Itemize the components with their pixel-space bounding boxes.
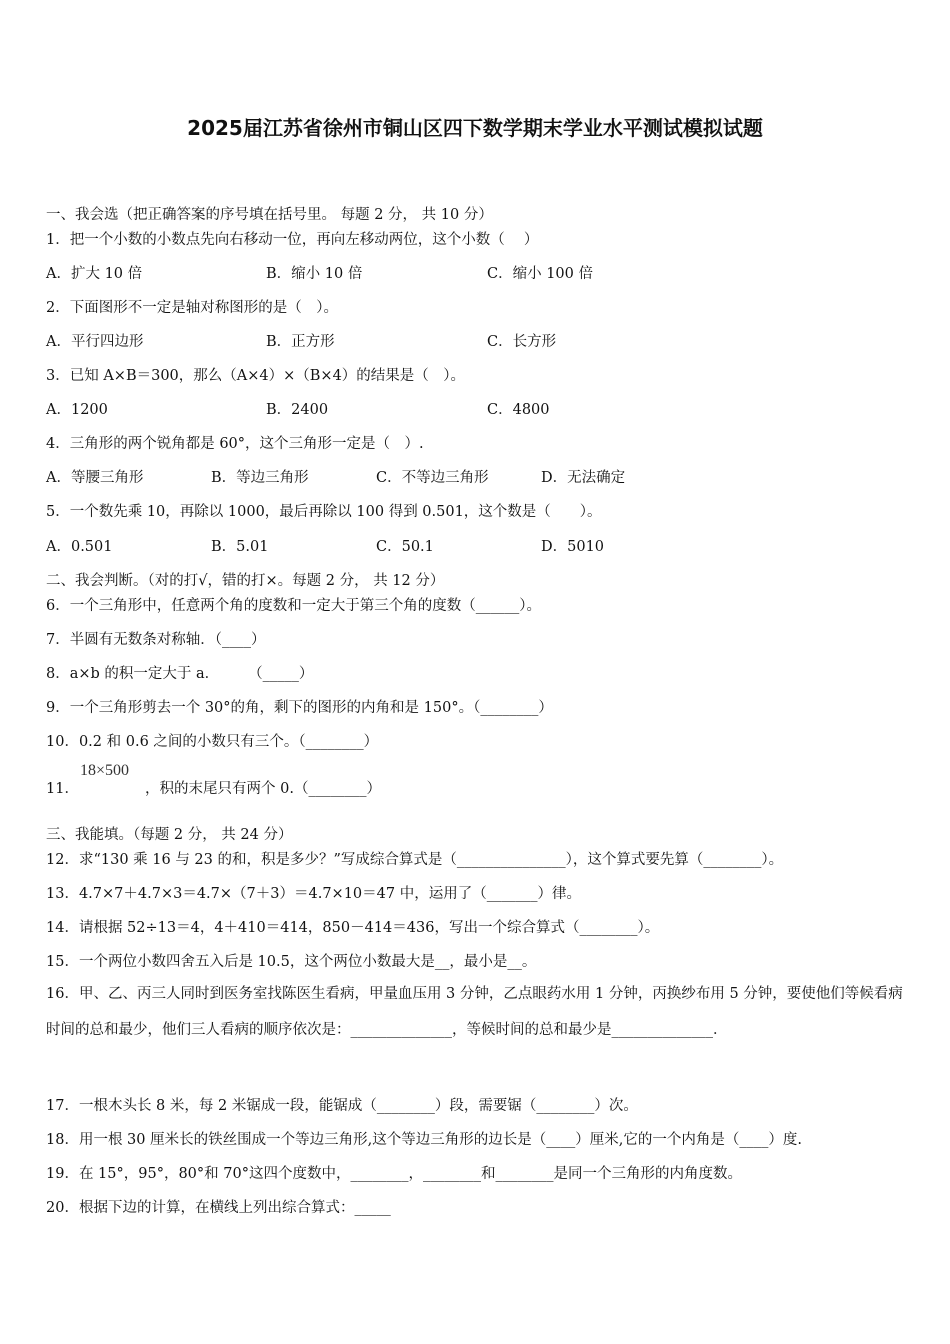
option-a: A．0.501 — [46, 539, 113, 555]
question-18: 18．用一根 30 厘米长的铁丝围成一个等边三角形,这个等边三角形的边长是（____）厘米,它的一个内角是（____）度. — [46, 1132, 802, 1148]
option-a: A．扩大 10 倍 — [46, 266, 143, 282]
math-formula: 18×500 — [80, 762, 130, 779]
option-b: B．正方形 — [266, 334, 335, 350]
option-c: C．4800 — [487, 402, 550, 418]
option-c: C．不等边三角形 — [376, 470, 489, 486]
question-6: 6．一个三角形中，任意两个角的度数和一定大于第三个角的度数（______）。 — [46, 598, 541, 614]
option-a: A．等腰三角形 — [46, 470, 144, 486]
option-d: D．5010 — [541, 539, 605, 555]
question-15: 15．一个两位小数四舍五入后是 10.5，这个两位小数最大是__，最小是__。 — [46, 954, 537, 970]
option-a: A．平行四边形 — [46, 334, 144, 350]
option-b: B．等边三角形 — [211, 470, 309, 486]
section-heading: 三、我能填。（每题 2 分， 共 24 分） — [46, 827, 293, 843]
question-8: 8．a×b 的积一定大于 a． （_____） — [46, 666, 314, 682]
question-11-number: 11． — [46, 781, 79, 797]
question-13: 13．4.7×7＋4.7×3＝4.7×（7＋3）＝4.7×10＝47 中，运用了（_______）律。 — [46, 886, 581, 902]
question-10: 10．0.2 和 0.6 之间的小数只有三个。（________） — [46, 734, 379, 750]
page-title: 2025届江苏省徐州市铜山区四下数学期末学业水平测试模拟试题 — [187, 116, 763, 140]
option-b: B．5.01 — [211, 539, 269, 555]
question-4: 4．三角形的两个锐角都是 60°，这个三角形一定是（ ）. — [46, 436, 424, 452]
option-d: D．无法确定 — [541, 470, 626, 486]
question-16: 16．甲、乙、丙三人同时到医务室找陈医生看病，甲量血压用 3 分钟，乙点眼药水用 1 分钟，丙换纱布用 5 分钟，要使他们等候看病时间的总和最少，他们三人看病的顺序依次是：______________，等候时间的总和最少是______________． — [46, 986, 903, 1038]
question-12: 12．求“130 乘 16 与 23 的和，积是多少？”写成综合算式是（_______________），这个算式要先算（________）。 — [46, 852, 784, 868]
option-c: C．50.1 — [376, 539, 434, 555]
question-9: 9．一个三角形剪去一个 30°的角，剩下的图形的内角和是 150°。（________） — [46, 700, 553, 716]
section-heading: 二、我会判断。（对的打√，错的打×。每题 2 分， 共 12 分） — [46, 573, 445, 589]
option-c: C．长方形 — [487, 334, 557, 350]
question-17: 17．一根木头长 8 米，每 2 米锯成一段，能锯成（________）段，需要锯（________）次。 — [46, 1098, 638, 1114]
option-c: C．缩小 100 倍 — [487, 266, 593, 282]
question-1: 1．把一个小数的小数点先向右移动一位，再向左移动两位，这个小数（ ） — [46, 232, 539, 248]
option-a: A．1200 — [46, 402, 108, 418]
question-20: 20．根据下边的计算，在横线上列出综合算式：_____ — [46, 1200, 391, 1216]
option-b: B．2400 — [266, 402, 329, 418]
section-heading: 一、我会选（把正确答案的序号填在括号里。 每题 2 分， 共 10 分） — [46, 207, 493, 223]
question-3: 3．已知 A×B＝300，那么（A×4）×（B×4）的结果是（ ）。 — [46, 368, 466, 384]
question-2: 2．下面图形不一定是轴对称图形的是（ ）。 — [46, 300, 338, 316]
question-11: ，积的末尾只有两个 0.（________） — [145, 781, 381, 797]
question-5: 5．一个数先乘 10，再除以 1000，最后再除以 100 得到 0.501，这个数是（ ）。 — [46, 504, 602, 520]
question-19: 19．在 15°，95°，80°和 70°这四个度数中，________，________和________是同一个三角形的内角度数。 — [46, 1166, 742, 1182]
question-14: 14．请根据 52÷13＝4，4＋410＝414，850－414＝436，写出一个综合算式（________）。 — [46, 920, 660, 936]
question-7: 7．半圆有无数条对称轴．（____） — [46, 632, 266, 648]
option-b: B．缩小 10 倍 — [266, 266, 363, 282]
